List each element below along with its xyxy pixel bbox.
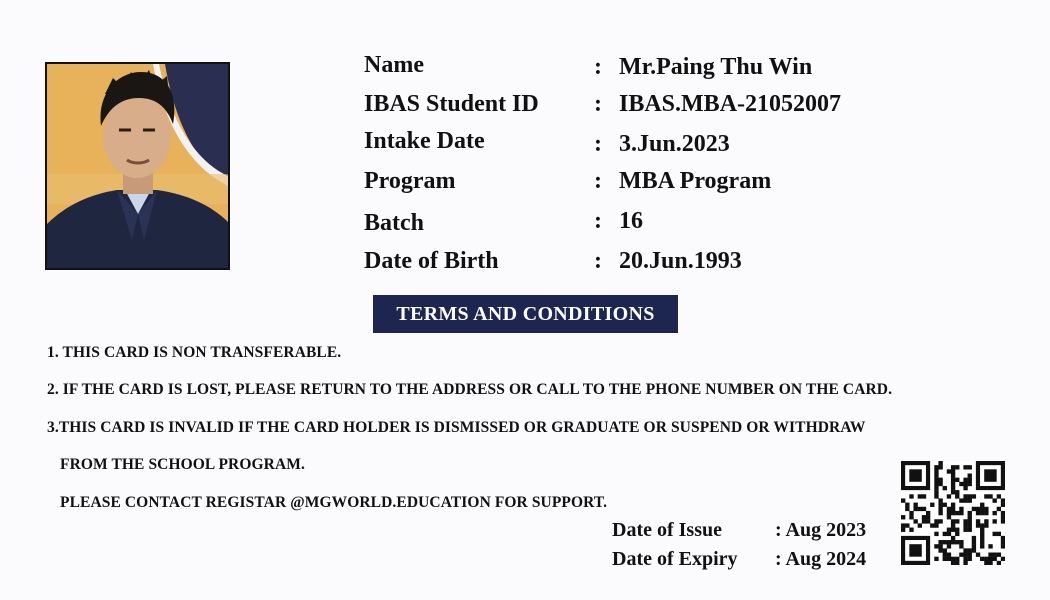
term-item-1: 1. THIS CARD IS NON TRANSFERABLE. bbox=[47, 344, 342, 361]
student-portrait-icon bbox=[47, 64, 228, 268]
student-id-colon: : bbox=[594, 91, 602, 117]
date-of-birth-colon: : bbox=[594, 248, 602, 274]
batch-value: 16 bbox=[619, 208, 643, 234]
batch-label: Batch bbox=[364, 210, 424, 236]
date-of-issue-label: Date of Issue bbox=[612, 519, 722, 541]
program-value: MBA Program bbox=[619, 168, 772, 194]
date-of-issue-value: : Aug 2023 bbox=[775, 519, 867, 541]
date-of-expiry-value: : Aug 2024 bbox=[775, 548, 867, 570]
intake-date-label: Intake Date bbox=[364, 128, 485, 154]
name-colon: : bbox=[594, 54, 602, 80]
program-label: Program bbox=[364, 168, 456, 194]
intake-date-value: 3.Jun.2023 bbox=[619, 131, 730, 157]
qr-code bbox=[901, 461, 1005, 565]
term-item-3: 3.THIS CARD IS INVALID IF THE CARD HOLDER IS DISMISSED OR GRADUATE OR SUSPEND OR WITHDRAW bbox=[47, 419, 866, 436]
date-of-birth-label: Date of Birth bbox=[364, 248, 499, 274]
support-contact: PLEASE CONTACT REGISTAR @MGWORLD.EDUCATION FOR SUPPORT. bbox=[60, 494, 608, 511]
student-photo bbox=[45, 62, 230, 270]
term-item-2: 2. IF THE CARD IS LOST, PLEASE RETURN TO THE ADDRESS OR CALL TO THE PHONE NUMBER ON THE CARD. bbox=[47, 381, 893, 398]
batch-colon: : bbox=[594, 208, 602, 234]
name-value: Mr.Paing Thu Win bbox=[619, 54, 813, 80]
terms-title: TERMS AND CONDITIONS bbox=[373, 295, 678, 333]
intake-date-colon: : bbox=[594, 131, 602, 157]
date-of-expiry-label: Date of Expiry bbox=[612, 548, 738, 570]
qr-code-icon bbox=[901, 461, 1005, 565]
student-id-label: IBAS Student ID bbox=[364, 91, 539, 117]
student-id-value: IBAS.MBA-21052007 bbox=[619, 91, 842, 117]
name-label: Name bbox=[364, 52, 424, 78]
term-item-3-continued: FROM THE SCHOOL PROGRAM. bbox=[60, 456, 305, 473]
program-colon: : bbox=[594, 168, 602, 194]
date-of-birth-value: 20.Jun.1993 bbox=[619, 248, 742, 274]
